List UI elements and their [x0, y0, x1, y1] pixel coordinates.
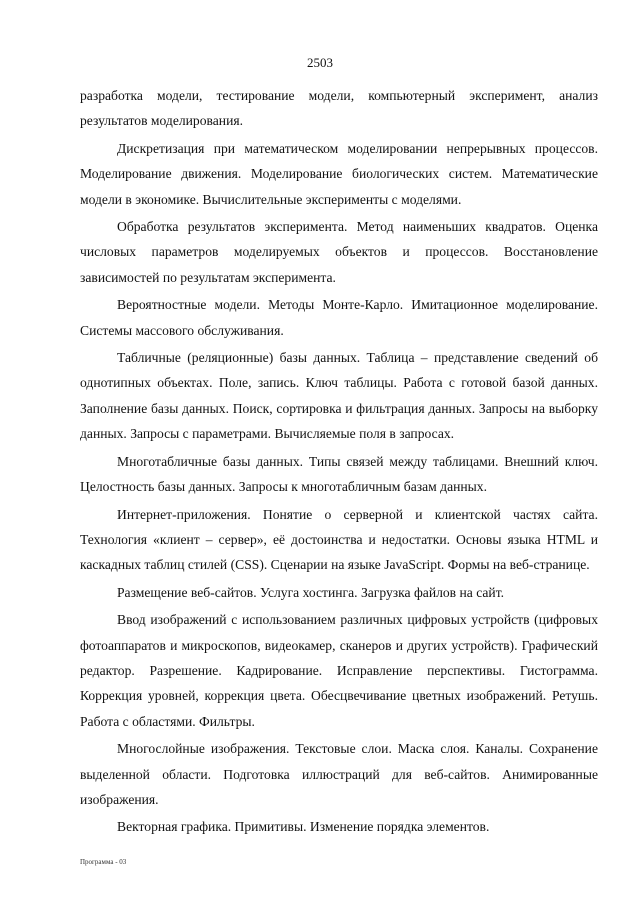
page-footer: Программа - 03 [80, 858, 127, 866]
paragraph: Интернет-приложения. Понятие о серверной и клиентской частях сайта. Технология «клиент – сервер», её достоинства и недостатки. Основы языка HTML и каскадных таблиц стилей (CSS). Сценарии на языке JavaScript. Формы на веб-странице. [80, 506, 598, 573]
paragraph: Табличные (реляционные) базы данных. Таблица – представление сведений об однотипных объектах. Поле, запись. Ключ таблицы. Работа с готовой базой данных. Заполнение базы данных. Поиск, сортировка и фильтрация данных. Запросы на выборку данных. Запросы с параметрами. Вычисляемые поля в запросах. [80, 350, 598, 442]
paragraph: разработка модели, тестирование модели, компьютерный эксперимент, анализ результатов моделирования. [80, 88, 598, 129]
body-text [80, 83, 598, 840]
paragraph: Обработка результатов эксперимента. Метод наименьших квадратов. Оценка числовых параметров моделируемых объектов и процессов. Восстановление зависимостей по результатам эксперимента. [80, 219, 598, 285]
paragraph: Размещение веб-сайтов. Услуга хостинга. Загрузка файлов на сайт. [117, 584, 505, 600]
paragraph: Векторная графика. Примитивы. Изменение порядка элементов. [117, 819, 490, 835]
page-number: 2503 [307, 55, 333, 70]
paragraph: Ввод изображений с использованием различных цифровых устройств (цифровых фотоаппаратов и микроскопов, видеокамер, сканеров и других устройств). Графический редактор. Разрешение. Кадрирование. Исправление перспективы. Гистограмма. Коррекция уровней, коррекция цвета. Обесцвечивание цветных изображений. Ретушь. Работа с областями. Фильтры. [80, 612, 598, 729]
paragraph: Многотабличные базы данных. Типы связей между таблицами. Внешний ключ. Целостность базы данных. Запросы к многотабличным базам данных. [80, 453, 598, 495]
paragraph: Многослойные изображения. Текстовые слои. Маска слоя. Каналы. Сохранение выделенной области. Подготовка иллюстраций для веб-сайтов. Анимированные изображения. [80, 741, 598, 807]
paragraph: Дискретизация при математическом моделировании непрерывных процессов. Моделирование движения. Моделирование биологических систем. Математические модели в экономике. Вычислительные эксперименты с моделями. [80, 140, 598, 207]
paragraph: Вероятностные модели. Методы Монте-Карло. Имитационное моделирование. Системы массового обслуживания. [80, 297, 598, 338]
